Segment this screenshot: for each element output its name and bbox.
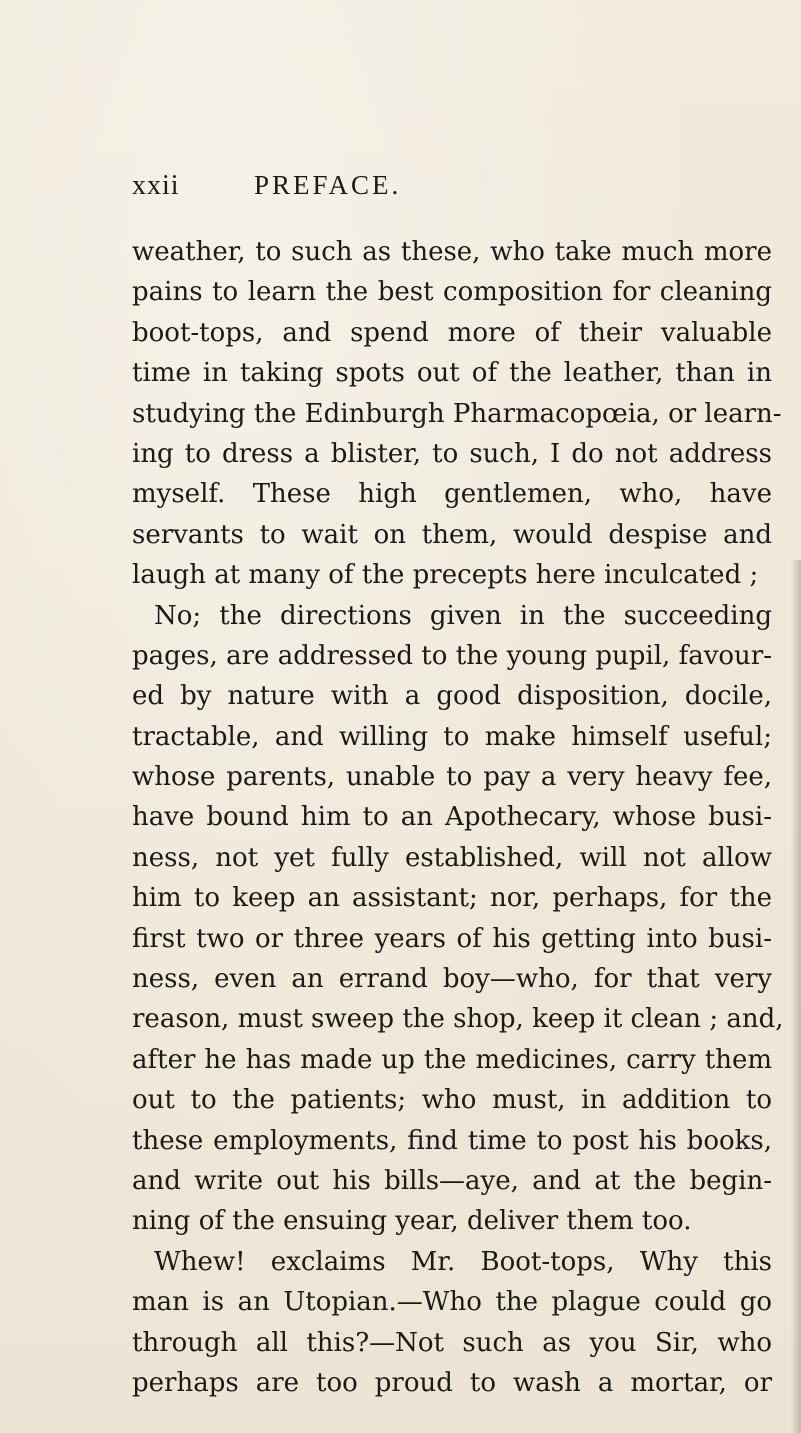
text-line: servants to wait on them, would despise and xyxy=(132,519,772,550)
text-line: have bound him to an Apothecary, whose busi- xyxy=(132,802,772,833)
text-line: him to keep an assistant; nor, perhaps, for the xyxy=(132,883,772,914)
text-line: myself. These high gentlemen, who, have xyxy=(132,479,772,510)
text-line: ness, even an errand boy—who, for that very xyxy=(132,964,772,995)
text-line: first two or three years of his getting into busi- xyxy=(132,923,772,954)
text-line: whose parents, unable to pay a very heavy fee, xyxy=(132,762,772,793)
text-line: Whew! exclaims Mr. Boot-tops, Why this xyxy=(154,1246,772,1277)
page-number: xxii xyxy=(132,170,180,201)
text-line: studying the Edinburgh Pharmacopœia, or learn- xyxy=(132,398,782,429)
text-line: pages, are addressed to the young pupil, favour- xyxy=(132,640,772,671)
text-line: ing to dress a blister, to such, I do not address xyxy=(132,438,772,469)
text-line: laugh at many of the precepts here inculcated ; xyxy=(132,560,759,591)
text-line: ness, not yet fully established, will not allow xyxy=(132,842,772,873)
text-line: after he has made up the medicines, carry them xyxy=(132,1044,772,1075)
text-line: time in taking spots out of the leather, than in xyxy=(132,358,772,389)
text-line: through all this?—Not such as you Sir, who xyxy=(132,1327,772,1358)
text-line: out to the patients; who must, in addition to xyxy=(132,1085,772,1116)
text-line: weather, to such as these, who take much more xyxy=(132,237,772,267)
text-line: ed by nature with a good disposition, docile, xyxy=(132,681,772,712)
text-line: reason, must sweep the shop, keep it clean ; and, xyxy=(132,1004,784,1035)
page-header xyxy=(132,170,772,210)
body-text xyxy=(132,232,784,1403)
page-edge-shadow xyxy=(791,560,801,1433)
text-line: perhaps are too proud to wash a mortar, or xyxy=(132,1367,772,1398)
text-line: tractable, and willing to make himself useful; xyxy=(132,721,772,752)
text-line: No; the directions given in the succeeding xyxy=(154,600,772,631)
text-line: man is an Utopian.—Who the plague could go xyxy=(132,1287,772,1318)
text-line: boot-tops, and spend more of their valuable xyxy=(132,317,772,348)
text-line: these employments, find time to post his books, xyxy=(132,1125,772,1156)
text-line: ning of the ensuing year, deliver them too. xyxy=(132,1206,692,1237)
text-line: pains to learn the best composition for cleaning xyxy=(132,277,772,308)
text-line: and write out his bills—aye, and at the begin- xyxy=(132,1165,772,1196)
running-head: PREFACE. xyxy=(254,170,402,200)
